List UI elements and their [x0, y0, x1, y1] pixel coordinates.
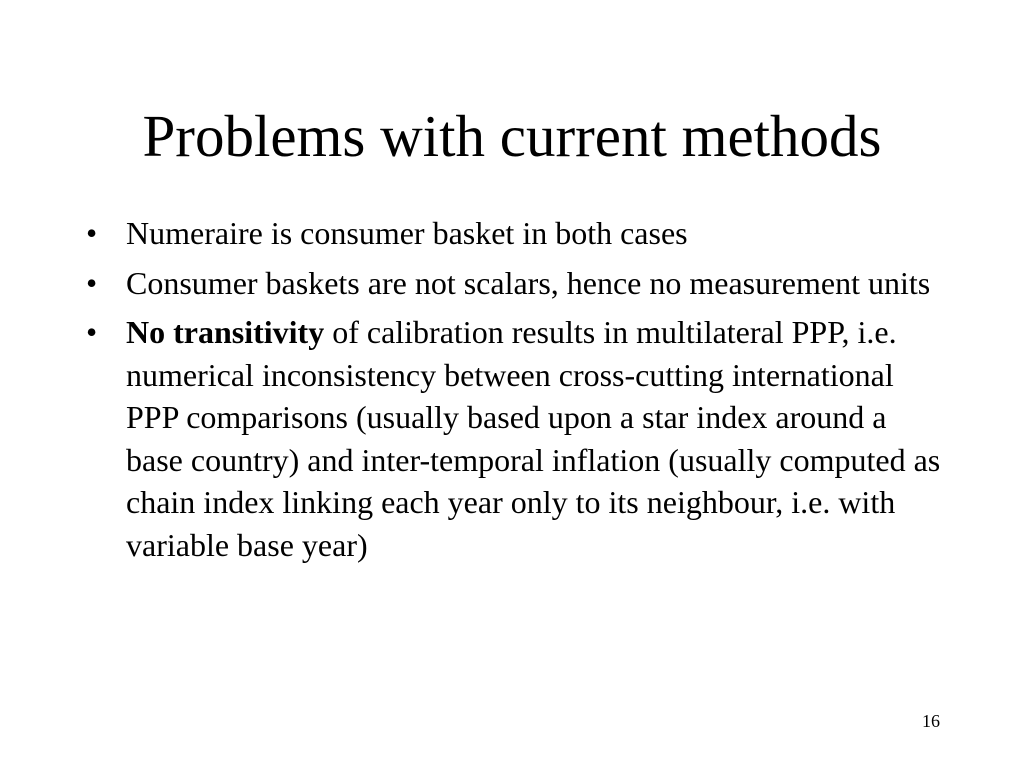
bullet-icon: • [86, 314, 98, 350]
slide-title: Problems with current methods [142, 103, 882, 169]
bullet-text: Numeraire is consumer basket in both cases [126, 215, 688, 251]
bullet-icon: • [86, 215, 98, 251]
bullet-bold-text: No transitivity [126, 314, 325, 350]
bullet-item-numeraire [86, 212, 946, 255]
page-number: 16 [922, 711, 940, 731]
bullet-text: Consumer baskets are not scalars, hence no measurement units [126, 264, 931, 301]
bullet-item-no-transitivity [86, 311, 946, 566]
bullet-item-consumer-baskets [86, 262, 946, 305]
bullet-list [86, 212, 946, 573]
bullet-text: of calibration results in multilateral PPP, i.e. numerical inconsistency between cross-cutting international PPP comparisons (usually based upon a star index around a base country) and inter-temporal inflation (usually computed as chain index linking each year only to its neighbour, i.e. with variable base year) [126, 314, 941, 563]
bullet-icon: • [86, 264, 98, 301]
